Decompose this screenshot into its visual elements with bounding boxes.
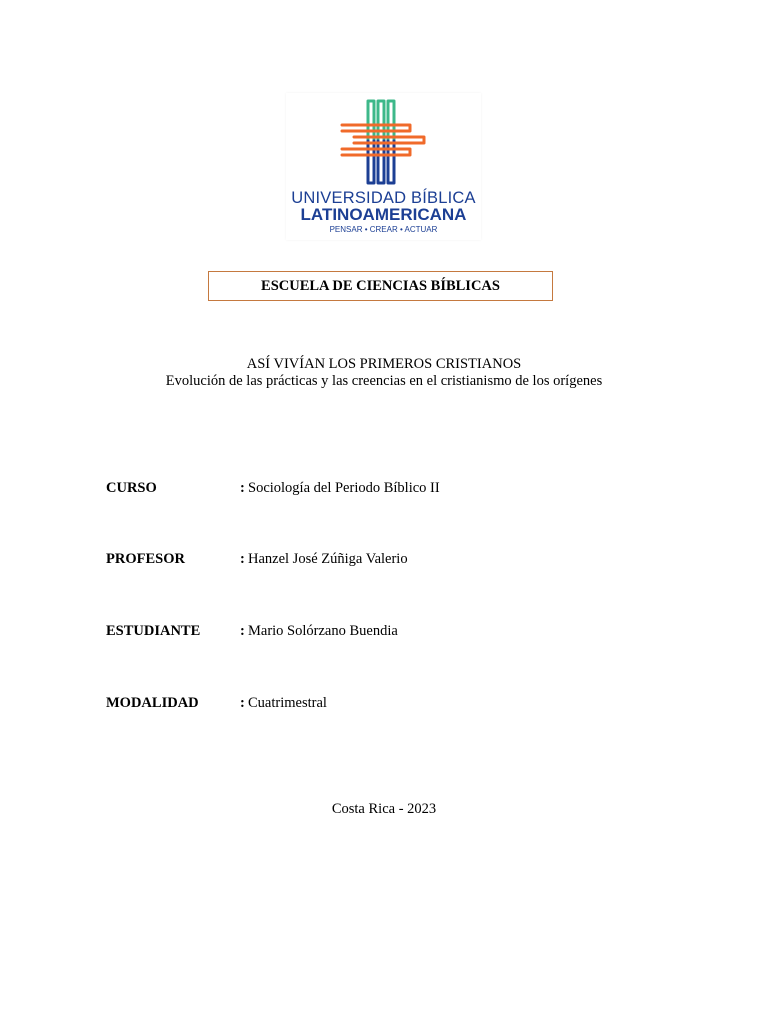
document-subtitle: Evolución de las prácticas y las creencias en el cristianismo de los orígenes xyxy=(165,373,603,389)
info-separator: : xyxy=(240,480,245,496)
woven-emblem-icon xyxy=(340,97,430,189)
logo-motto: PENSAR • CREAR • ACTUAR xyxy=(329,225,438,234)
info-separator: : xyxy=(240,695,245,711)
document-title: ASÍ VIVÍAN LOS PRIMEROS CRISTIANOS xyxy=(246,356,522,372)
info-separator: : xyxy=(240,623,245,639)
info-label: PROFESOR xyxy=(106,551,185,567)
footer-location-year: Costa Rica - 2023 xyxy=(331,801,437,817)
school-heading-box xyxy=(208,271,553,301)
school-heading: ESCUELA DE CIENCIAS BÍBLICAS xyxy=(261,277,500,294)
info-value: Hanzel José Zúñiga Valerio xyxy=(248,551,408,567)
info-value: Cuatrimestral xyxy=(248,695,327,711)
info-label: MODALIDAD xyxy=(106,695,199,711)
logo-university-region: LATINOAMERICANA xyxy=(300,205,467,224)
logo-university-name: UNIVERSIDAD BÍBLICA xyxy=(291,189,476,207)
info-label: CURSO xyxy=(106,480,157,496)
info-value: Mario Solórzano Buendia xyxy=(248,623,398,639)
info-separator: : xyxy=(240,551,245,567)
info-label: ESTUDIANTE xyxy=(106,623,201,639)
university-logo xyxy=(286,93,481,240)
info-value: Sociología del Periodo Bíblico II xyxy=(248,480,440,496)
